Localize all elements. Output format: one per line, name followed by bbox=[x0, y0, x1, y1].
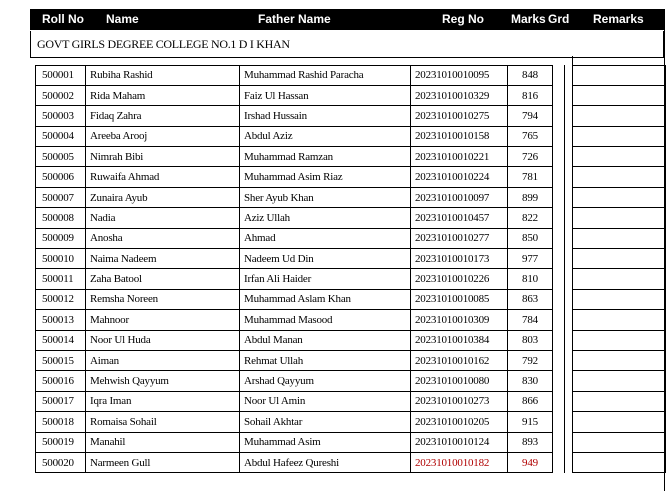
roll-no-cell: 500007 bbox=[36, 187, 86, 207]
gap-cell bbox=[565, 371, 573, 391]
roll-no-cell: 500018 bbox=[36, 412, 86, 432]
grade-cell bbox=[553, 167, 565, 187]
header-marks: Marks bbox=[511, 12, 546, 26]
gap-cell bbox=[565, 391, 573, 411]
reg-no-cell: 20231010010273 bbox=[411, 391, 508, 411]
table-row bbox=[36, 412, 666, 432]
college-name: GOVT GIRLS DEGREE COLLEGE NO.1 D I KHAN bbox=[30, 31, 664, 58]
student-name-cell: Anosha bbox=[86, 228, 240, 248]
roll-no-cell: 500009 bbox=[36, 228, 86, 248]
student-name-cell: Noor Ul Huda bbox=[86, 330, 240, 350]
remarks-cell bbox=[573, 310, 666, 330]
father-name-cell: Muhammad Asim Riaz bbox=[240, 167, 411, 187]
gap-cell bbox=[565, 289, 573, 309]
student-name-cell: Mehwish Qayyum bbox=[86, 371, 240, 391]
results-table bbox=[35, 56, 666, 473]
reg-no-cell: 20231010010080 bbox=[411, 371, 508, 391]
reg-no-cell: 20231010010221 bbox=[411, 147, 508, 167]
remarks-cell bbox=[573, 126, 666, 146]
gap-cell bbox=[565, 147, 573, 167]
father-name-cell: Muhammad Asim bbox=[240, 432, 411, 452]
table-header bbox=[30, 9, 665, 30]
table-row bbox=[36, 350, 666, 370]
remarks-cell bbox=[573, 412, 666, 432]
remarks-cell bbox=[573, 432, 666, 452]
table-row bbox=[36, 228, 666, 248]
header-roll-no: Roll No bbox=[42, 12, 84, 26]
student-name-cell: Rubiha Rashid bbox=[86, 65, 240, 85]
header-remarks: Remarks bbox=[593, 12, 644, 26]
student-name-cell: Areeba Arooj bbox=[86, 126, 240, 146]
gap-cell bbox=[565, 167, 573, 187]
father-name-cell: Ahmad bbox=[240, 228, 411, 248]
grade-cell bbox=[553, 147, 565, 167]
reg-no-cell: 20231010010275 bbox=[411, 106, 508, 126]
student-name-cell: Manahil bbox=[86, 432, 240, 452]
table-row bbox=[36, 391, 666, 411]
father-name-cell: Aziz Ullah bbox=[240, 208, 411, 228]
father-name-cell: Sohail Akhtar bbox=[240, 412, 411, 432]
reg-no-cell: 20231010010226 bbox=[411, 269, 508, 289]
gap-cell bbox=[565, 432, 573, 452]
father-name-cell: Muhammad Aslam Khan bbox=[240, 289, 411, 309]
student-name-cell: Remsha Noreen bbox=[86, 289, 240, 309]
marks-cell: 810 bbox=[508, 269, 553, 289]
grade-cell bbox=[553, 289, 565, 309]
father-name-cell: Noor Ul Amin bbox=[240, 391, 411, 411]
student-name-cell: Iqra Iman bbox=[86, 391, 240, 411]
marks-cell: 792 bbox=[508, 350, 553, 370]
gap-cell bbox=[565, 452, 573, 472]
marks-cell: 781 bbox=[508, 167, 553, 187]
remarks-cell bbox=[573, 269, 666, 289]
marks-cell: 816 bbox=[508, 85, 553, 105]
student-name-cell: Zunaira Ayub bbox=[86, 187, 240, 207]
student-name-cell: Aiman bbox=[86, 350, 240, 370]
father-name-cell: Faiz Ul Hassan bbox=[240, 85, 411, 105]
table-row bbox=[36, 126, 666, 146]
grade-cell bbox=[553, 208, 565, 228]
reg-no-cell: 20231010010124 bbox=[411, 432, 508, 452]
table-row bbox=[36, 330, 666, 350]
roll-no-cell: 500006 bbox=[36, 167, 86, 187]
grade-cell bbox=[553, 432, 565, 452]
reg-no-cell: 20231010010097 bbox=[411, 187, 508, 207]
roll-no-cell: 500017 bbox=[36, 391, 86, 411]
marks-cell: 803 bbox=[508, 330, 553, 350]
reg-no-cell: 20231010010309 bbox=[411, 310, 508, 330]
remarks-cell bbox=[573, 350, 666, 370]
table-row bbox=[36, 65, 666, 85]
roll-no-cell: 500005 bbox=[36, 147, 86, 167]
grade-cell bbox=[553, 452, 565, 472]
remarks-cell bbox=[573, 249, 666, 269]
marks-cell: 726 bbox=[508, 147, 553, 167]
reg-no-cell: 20231010010173 bbox=[411, 249, 508, 269]
gap-cell bbox=[565, 106, 573, 126]
gap-cell bbox=[565, 85, 573, 105]
marks-cell: 899 bbox=[508, 187, 553, 207]
reg-no-cell: 20231010010457 bbox=[411, 208, 508, 228]
gap-cell bbox=[565, 310, 573, 330]
table-row bbox=[36, 106, 666, 126]
table-row bbox=[36, 371, 666, 391]
grade-cell bbox=[553, 269, 565, 289]
marks-cell: 866 bbox=[508, 391, 553, 411]
roll-no-cell: 500004 bbox=[36, 126, 86, 146]
marks-cell: 850 bbox=[508, 228, 553, 248]
marks-cell: 822 bbox=[508, 208, 553, 228]
reg-no-cell: 20231010010277 bbox=[411, 228, 508, 248]
marks-cell: 863 bbox=[508, 289, 553, 309]
remarks-cell bbox=[573, 147, 666, 167]
grade-cell bbox=[553, 126, 565, 146]
father-name-cell: Muhammad Ramzan bbox=[240, 147, 411, 167]
grade-cell bbox=[553, 228, 565, 248]
remarks-cell bbox=[573, 85, 666, 105]
student-name-cell: Nimrah Bibi bbox=[86, 147, 240, 167]
remarks-cell bbox=[573, 371, 666, 391]
gap-cell bbox=[565, 330, 573, 350]
father-name-cell: Arshad Qayyum bbox=[240, 371, 411, 391]
marks-cell: 977 bbox=[508, 249, 553, 269]
father-name-cell: Irfan Ali Haider bbox=[240, 269, 411, 289]
roll-no-cell: 500010 bbox=[36, 249, 86, 269]
table-row bbox=[36, 85, 666, 105]
father-name-cell: Sher Ayub Khan bbox=[240, 187, 411, 207]
reg-no-cell: 20231010010205 bbox=[411, 412, 508, 432]
gap-cell bbox=[565, 65, 573, 85]
roll-no-cell: 500014 bbox=[36, 330, 86, 350]
roll-no-cell: 500008 bbox=[36, 208, 86, 228]
table-row bbox=[36, 167, 666, 187]
remarks-cell bbox=[573, 187, 666, 207]
reg-no-cell: 20231010010158 bbox=[411, 126, 508, 146]
gap-cell bbox=[565, 412, 573, 432]
marks-cell: 784 bbox=[508, 310, 553, 330]
gap-cell bbox=[565, 350, 573, 370]
grade-cell bbox=[553, 249, 565, 269]
grade-cell bbox=[553, 106, 565, 126]
remarks-cell bbox=[573, 167, 666, 187]
header-reg-no: Reg No bbox=[442, 12, 484, 26]
table-row bbox=[36, 289, 666, 309]
remarks-cell bbox=[573, 289, 666, 309]
roll-no-cell: 500019 bbox=[36, 432, 86, 452]
roll-no-cell: 500015 bbox=[36, 350, 86, 370]
marks-cell: 915 bbox=[508, 412, 553, 432]
table-row bbox=[36, 269, 666, 289]
header-grd: Grd bbox=[548, 12, 570, 26]
header-name: Name bbox=[106, 12, 139, 26]
father-name-cell: Muhammad Rashid Paracha bbox=[240, 65, 411, 85]
table-row bbox=[36, 187, 666, 207]
student-name-cell: Rida Maham bbox=[86, 85, 240, 105]
student-name-cell: Fidaq Zahra bbox=[86, 106, 240, 126]
remarks-cell bbox=[573, 330, 666, 350]
table-spacer bbox=[36, 56, 666, 65]
reg-no-cell: 20231010010085 bbox=[411, 289, 508, 309]
grade-cell bbox=[553, 371, 565, 391]
father-name-cell: Abdul Hafeez Qureshi bbox=[240, 452, 411, 472]
grade-cell bbox=[553, 85, 565, 105]
student-name-cell: Nadia bbox=[86, 208, 240, 228]
table-row bbox=[36, 310, 666, 330]
grade-cell bbox=[553, 350, 565, 370]
roll-no-cell: 500001 bbox=[36, 65, 86, 85]
father-name-cell: Abdul Aziz bbox=[240, 126, 411, 146]
marks-cell: 848 bbox=[508, 65, 553, 85]
student-name-cell: Naima Nadeem bbox=[86, 249, 240, 269]
marks-cell: 893 bbox=[508, 432, 553, 452]
gap-cell bbox=[565, 228, 573, 248]
roll-no-cell: 500002 bbox=[36, 85, 86, 105]
grade-cell bbox=[553, 310, 565, 330]
grade-cell bbox=[553, 330, 565, 350]
grade-cell bbox=[553, 412, 565, 432]
marks-cell: 830 bbox=[508, 371, 553, 391]
father-name-cell: Rehmat Ullah bbox=[240, 350, 411, 370]
gap-cell bbox=[565, 269, 573, 289]
reg-no-cell: 20231010010095 bbox=[411, 65, 508, 85]
table-row bbox=[36, 249, 666, 269]
marks-cell: 794 bbox=[508, 106, 553, 126]
marks-cell: 765 bbox=[508, 126, 553, 146]
student-name-cell: Narmeen Gull bbox=[86, 452, 240, 472]
father-name-cell: Muhammad Masood bbox=[240, 310, 411, 330]
remarks-cell bbox=[573, 452, 666, 472]
student-name-cell: Ruwaifa Ahmad bbox=[86, 167, 240, 187]
reg-no-cell: 20231010010329 bbox=[411, 85, 508, 105]
student-name-cell: Mahnoor bbox=[86, 310, 240, 330]
grade-cell bbox=[553, 391, 565, 411]
header-father-name: Father Name bbox=[258, 12, 331, 26]
gap-cell bbox=[565, 187, 573, 207]
gap-cell bbox=[565, 208, 573, 228]
student-name-cell: Zaha Batool bbox=[86, 269, 240, 289]
gap-cell bbox=[565, 249, 573, 269]
remarks-cell bbox=[573, 65, 666, 85]
reg-no-cell: 20231010010224 bbox=[411, 167, 508, 187]
roll-no-cell: 500013 bbox=[36, 310, 86, 330]
father-name-cell: Abdul Manan bbox=[240, 330, 411, 350]
roll-no-cell: 500011 bbox=[36, 269, 86, 289]
reg-no-cell: 20231010010162 bbox=[411, 350, 508, 370]
table-row bbox=[36, 208, 666, 228]
table-row bbox=[36, 147, 666, 167]
father-name-cell: Irshad Hussain bbox=[240, 106, 411, 126]
roll-no-cell: 500003 bbox=[36, 106, 86, 126]
grade-cell bbox=[553, 65, 565, 85]
roll-no-cell: 500020 bbox=[36, 452, 86, 472]
remarks-cell bbox=[573, 228, 666, 248]
grade-cell bbox=[553, 187, 565, 207]
roll-no-cell: 500016 bbox=[36, 371, 86, 391]
remarks-cell bbox=[573, 106, 666, 126]
table-row bbox=[36, 452, 666, 472]
student-name-cell: Romaisa Sohail bbox=[86, 412, 240, 432]
roll-no-cell: 500012 bbox=[36, 289, 86, 309]
reg-no-cell: 20231010010182 bbox=[411, 452, 508, 472]
table-row bbox=[36, 432, 666, 452]
remarks-cell bbox=[573, 208, 666, 228]
father-name-cell: Nadeem Ud Din bbox=[240, 249, 411, 269]
gap-cell bbox=[565, 126, 573, 146]
remarks-cell bbox=[573, 391, 666, 411]
marks-cell: 949 bbox=[508, 452, 553, 472]
reg-no-cell: 20231010010384 bbox=[411, 330, 508, 350]
